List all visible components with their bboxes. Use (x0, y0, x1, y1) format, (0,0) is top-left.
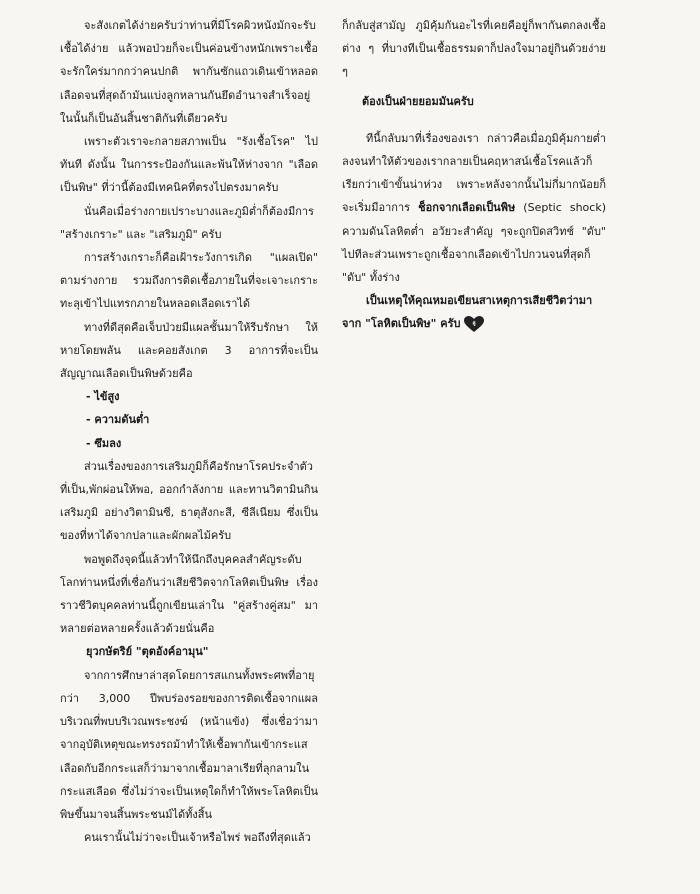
paragraph: คนเรานั้นไม่ว่าจะเป็นเจ้าหรือไพร่ พอถึงที่สุดแล้ว (84, 831, 311, 845)
paragraph: ส่วนเรื่องของการเสริมภูมิก็คือรักษาโรคประจำตัวที่เป็น,พักผ่อนให้พอ, ออกกำลังกาย และทานวิตามินกินเสริมภูมิ อย่างวิตามินซี, ธาตุสังกะสี, ซีลีเนียม ซึ่งเป็นของที่หาได้จากปลาและผักผลไม้ครับ (60, 459, 318, 543)
closing-paragraph (342, 289, 606, 335)
paragraph: พอพูดถึงจุดนี้แล้วทำให้นึกถึงบุคคลสำคัญระดับโลกท่านหนึ่งที่เชื่อกันว่าเสียชีวิตจากโลหิตเป็นพิษ เรื่องราวชีวิตบุคคลท่านนี้ถูกเขียนเล่าใน "คู่สร้างคู่สม" มาหลายต่อหลายครั้งแล้วด้วยนั่นคือ (60, 552, 318, 636)
paragraph: ทางที่ดีสุดคือเจ็บป่วยมีแผลชั้นมาให้รีบรักษา ให้หายโดยพลัน และคอยสังเกต 3 อาการที่จะเป็นสัญญาณเลือดเป็นพิษด้วยคือ (60, 320, 318, 381)
closing-text: เป็นเหตุให้คุณหมอเขียนสาเหตุการเสียชีวิตว่ามาจาก "โลหิตเป็นพิษ" ครับ (342, 294, 593, 331)
paragraph: นั่นคือเมื่อร่างกายเปราะบางและภูมิต่ำก็ต้องมีการ "สร้างเกราะ" และ "เสริมภูมิ" ครับ (60, 204, 314, 241)
paragraph: เพราะตัวเราจะกลายสภาพเป็น "รังเชื้อโรค" ไปทันที ดังนั้น ในการระป้องกันและพ้นให้ห่างจาก "เลือดเป็นพิษ" ที่ว่านี้ต้องมีเทคนิคที่ตรงไปตรงมาครับ (60, 135, 318, 195)
symptom-list-item: - ความดันต่ำ (86, 413, 150, 427)
magazine-heart-logo-icon (463, 315, 485, 333)
septic-shock-term: ช็อกจากเลือดเป็นพิษ (418, 201, 516, 215)
paragraph: จะสังเกตได้ง่ายครับว่าท่านที่มีโรคผิวหนังมักจะรับเชื้อได้ง่าย แล้วพอป่วยก็จะเป็นค่อนข้างหนักเพราะเชื้อจะรักใคร่มากกว่าคนปกติ พากันซักแถวเดินเข้าหลอดเลือดจนที่สุดถ้ามันแบ่งลูกหลานกันยึดอำนาจสำเร็จอยู่ในนั้นก็เป็นอันสิ้นชาติกันที่เดียวครับ (60, 19, 318, 125)
paragraph (342, 127, 606, 289)
svg-text:คู่: คู่ (472, 321, 476, 327)
paragraph-text: ทีนี้กลับมาที่เรื่องของเรา กล่าวคือเมื่อภูมิคุ้มกายต่ำลงจนทำให้ตัวของเรากลายเป็นคฤหาสน์เชื้อโรคแล้วก็เรียกว่าเข้าขั้นน่าห่วง เพราะหลังจากนั้นไม่กี่มากน้อยก็จะเริ่มมีอาการ (342, 131, 606, 215)
symptom-list-item: - ซึมลง (86, 436, 122, 450)
paragraph: ก็กลับสู่สามัญ ภูมิคุ้มกันอะไรที่เคยคือยู่ก็พากันตกลงเชื้อต่าง ๆ ที่บางทีเป็นเชื้อธรรมดาก็ปลงใจมาอยู่กินด้วยง่าย ๆ (342, 19, 606, 79)
paragraph-text: (Septic shock) ความดันโลหิตต่ำ อวัยวะสำคัญ ๆจะถูกปิดสวิทช์ "ดับ" ไปทีละส่วนเพราะถูกเชื้อจากเลือดเข้าไปกวนจนที่สุดก็ "ดับ" ทั้งร่าง (342, 201, 606, 285)
paragraph: จากการศึกษาล่าสุดโดยการสแกนทั้งพระศพที่อายุกว่า 3,000 ปีพบร่องรอยของการติดเชื้อจากแผลบริเวณที่พบบริเวณพระชงฆ์ (หน้าแข้ง) ซึ่งเชื่อว่ามาจากอุบัติเหตุขณะทรงรถม้าทำให้เชื้อพากันเข้ากระแสเลือดกับอีกกระแสก็ว่ามาจากเชื้อมาลาเรียที่ลุกลามในกระแสเลือด ซึ่งไม่ว่าจะเป็นเหตุใดก็ทำให้พระโลหิตเป็นพิษขึ้นมาจนสิ้นพระชนม์ได้ทั้งสิ้น (60, 668, 318, 821)
symptom-list-item: - ไข้สูง (86, 390, 120, 404)
left-column (60, 14, 318, 849)
section-heading: ต้องเป็นฝ่ายยอมมันครับ (362, 94, 474, 108)
paragraph: การสร้างเกราะก็คือเฝ้าระวังการเกิด "แผลเปิด" ตามร่างกาย รวมถึงการติดเชื้อภายในที่จะเจาะเกราะทะลุเข้าไปแทรกภายในหลอดเลือดเราได้ (60, 251, 318, 311)
section-heading: ยุวกษัตริย์ "ตุตอังค์อามุน" (86, 645, 209, 659)
right-column (342, 14, 606, 336)
spacer (342, 113, 606, 127)
